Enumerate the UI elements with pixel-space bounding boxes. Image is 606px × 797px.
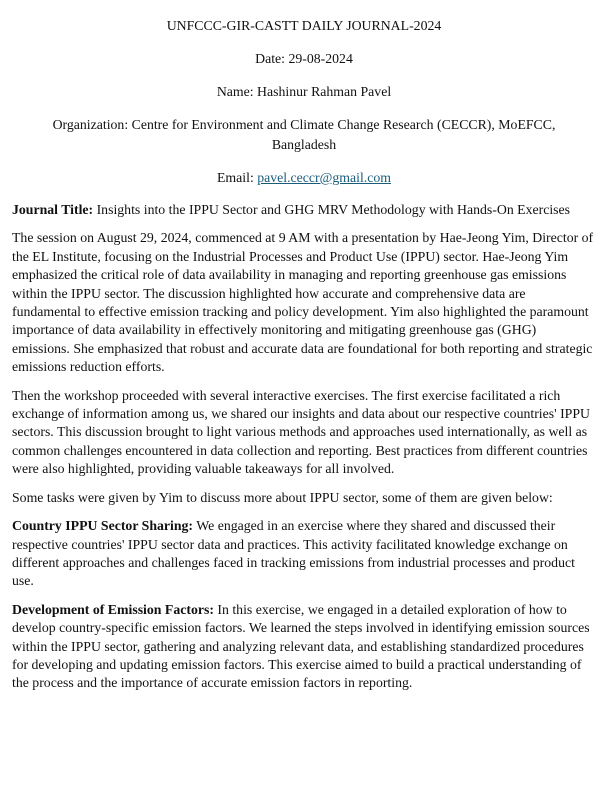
author-name-line: Name: Hashinur Rahman Pavel (216, 84, 392, 99)
paragraph-session-intro: The session on August 29, 2024, commenced at 9 AM with a presentation by Hae-Jeong Yim, Director of the EL Institute, focusing on the Industrial Processes and Product Use (IPPU) sector. Hae-Jeong Yim emphasized the critical role of data availability in managing and reporting greenhouse gas emissions within the IPPU sector. The discussion highlighted how accurate and comprehensive data are fundamental to effective emission tracking and policy development. Yim also highlighted the paramount importance of data availability in effectively monitoring and mitigating greenhouse gas (GHG) emissions. She emphasized that robust and accurate data are foundational for both reporting and strategic emissions reduction efforts. (12, 230, 594, 375)
paragraph-workshop-exercises: Then the workshop proceeded with several interactive exercises. The first exercise facilitated a rich exchange of information among us, we shared our insights and data about our respective countries' IPPU sectors. This discussion brought to light various methods and approaches used internationally, as well as common challenges encountered in data collection and reporting. Best practices from different countries were also highlighted, providing valuable takeaways for all involved. (12, 387, 590, 477)
task-item (12, 601, 596, 693)
journal-title-text: Insights into the IPPU Sector and GHG MRV Methodology with Hands-On Exercises (93, 202, 571, 217)
email-prefix: Email: (217, 170, 258, 185)
journal-title (12, 201, 596, 219)
journal-title-label: Journal Title: (12, 202, 94, 217)
organization-line: Organization: Centre for Environment and Climate Change Research (CECCR), MoEFCC, Bangladesh (52, 117, 556, 152)
email-line (12, 168, 596, 188)
journal-name-heading: UNFCCC-GIR-CASTT DAILY JOURNAL-2024 (166, 18, 442, 33)
paragraph-tasks-intro: Some tasks were given by Yim to discuss more about IPPU sector, some of them are given below: (12, 489, 553, 505)
email-link[interactable]: pavel.ceccr@gmail.com (257, 170, 391, 185)
task-label: Country IPPU Sector Sharing: (12, 518, 194, 534)
task-item (12, 517, 596, 591)
task-text: In this exercise, we engaged in a detailed exploration of how to develop country-specific emission factors. We learned the steps involved in identifying emission sources within the IPPU sector, gathering and analyzing relevant data, and establishing standardized procedures for developing and updating emission factors. This exercise aimed to build a practical understanding of the process and the importance of accurate emission factors in reporting. (12, 601, 590, 691)
date-line: Date: 29-08-2024 (255, 51, 353, 66)
task-label: Development of Emission Factors: (12, 601, 214, 617)
task-text: We engaged in an exercise where they shared and discussed their respective countries' IPPU sector data and practices. This activity facilitated knowledge exchange on different approaches and challenges faced in tracking emissions from industrial processes and product use. (12, 518, 575, 589)
